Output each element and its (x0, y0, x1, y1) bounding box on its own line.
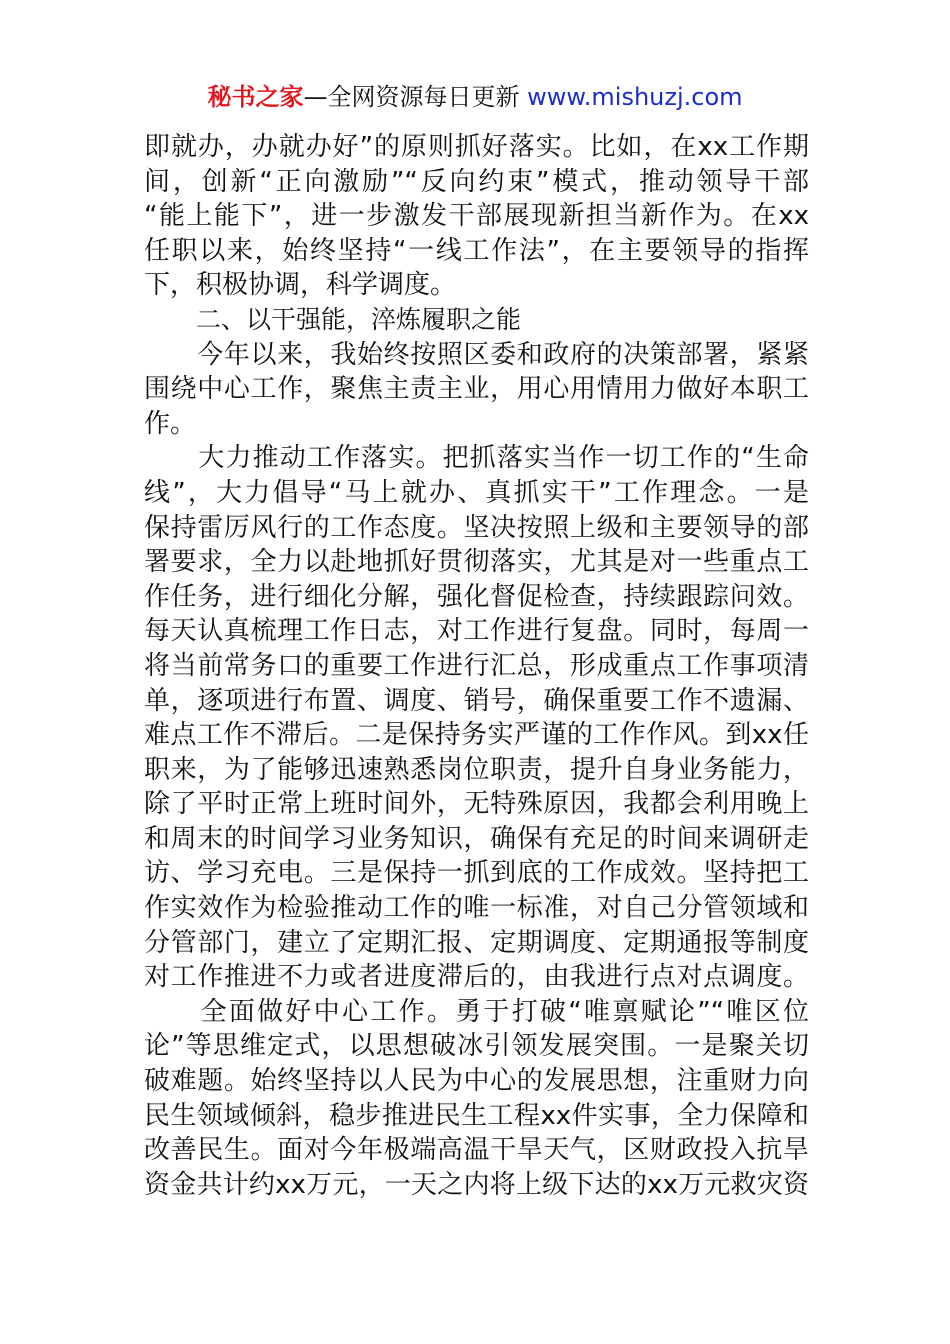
site-header (0, 80, 950, 114)
text-line: 论”等思维定式，以思想破冰引领发展突围。一是聚关切 (144, 1031, 809, 1062)
text-line: 民生领域倾斜，稳步推进民生工程xx件实事，全力保障和 (144, 1100, 809, 1131)
text-line: 任职以来，始终坚持“一线工作法”，在主要领导的指挥 (144, 235, 809, 266)
site-brand: 秘书之家 (207, 83, 304, 111)
section-heading: 二、以干强能，淬炼履职之能 (196, 304, 522, 334)
text-line: 全面做好中心工作。勇于打破“唯禀赋论”“唯区位 (144, 996, 809, 1027)
text-line: 破难题。始终坚持以人民为中心的发展思想，注重财力向 (144, 1066, 809, 1097)
text-line: 即就办，办就办好”的原则抓好落实。比如，在xx工作期 (144, 132, 809, 162)
text-line: 间，创新“正向激励”“反向约束”模式，推动领导干部 (144, 166, 809, 197)
text-line: “能上能下”，进一步激发干部展现新担当新作为。在xx (144, 201, 809, 232)
text-line: 署要求，全力以赴地抓好贯彻落实，尤其是对一些重点工 (144, 547, 809, 578)
text-line: 围绕中心工作，聚焦主责主业，用心用情用力做好本职工 (144, 374, 809, 405)
text-line: 改善民生。面对今年极端高温干旱天气，区财政投入抗旱 (144, 1135, 809, 1166)
text-line: 资金共计约xx万元，一天之内将上级下达的xx万元救灾资 (144, 1169, 809, 1200)
text-line: 分管部门，建立了定期汇报、定期调度、定期通报等制度 (144, 927, 809, 958)
text-line: 下，积极协调，科学调度。 (144, 270, 457, 301)
text-line: 难点工作不滞后。二是保持务实严谨的工作作风。到xx任 (144, 720, 809, 751)
text-line: 除了平时正常上班时间外，无特殊原因，我都会利用晚上 (144, 789, 809, 820)
text-line: 职来，为了能够迅速熟悉岗位职责，提升自身业务能力， (144, 754, 809, 785)
document-body (144, 130, 809, 1202)
text-line: 每天认真梳理工作日志，对工作进行复盘。同时，每周一 (144, 616, 809, 647)
text-line: 作。 (144, 408, 197, 439)
text-line: 单，逐项进行布置、调度、销号，确保重要工作不遗漏、 (144, 685, 809, 716)
site-slogan: —全网资源每日更新 (303, 83, 520, 111)
text-line: 和周末的时间学习业务知识，确保有充足的时间来调研走 (144, 823, 809, 854)
text-line: 大力推动工作落实。把抓落实当作一切工作的“生命 (144, 443, 809, 474)
text-line: 访、学习充电。三是保持一抓到底的工作成效。坚持把工 (144, 858, 809, 889)
text-line: 作实效作为检验推动工作的唯一标准，对自己分管领域和 (144, 893, 809, 924)
text-line: 保持雷厉风行的工作态度。坚决按照上级和主要领导的部 (144, 512, 809, 543)
text-line: 对工作推进不力或者进度滞后的，由我进行点对点调度。 (144, 962, 809, 993)
site-url-link[interactable]: www.mishuzj.com (527, 83, 743, 111)
text-line: 今年以来，我始终按照区委和政府的决策部署，紧紧 (144, 339, 809, 370)
text-line: 线”，大力倡导“马上就办、真抓实干”工作理念。一是 (144, 477, 809, 508)
text-line: 作任务，进行细化分解，强化督促检查，持续跟踪问效。 (144, 581, 809, 612)
text-line: 将当前常务口的重要工作进行汇总，形成重点工作事项清 (144, 650, 809, 681)
